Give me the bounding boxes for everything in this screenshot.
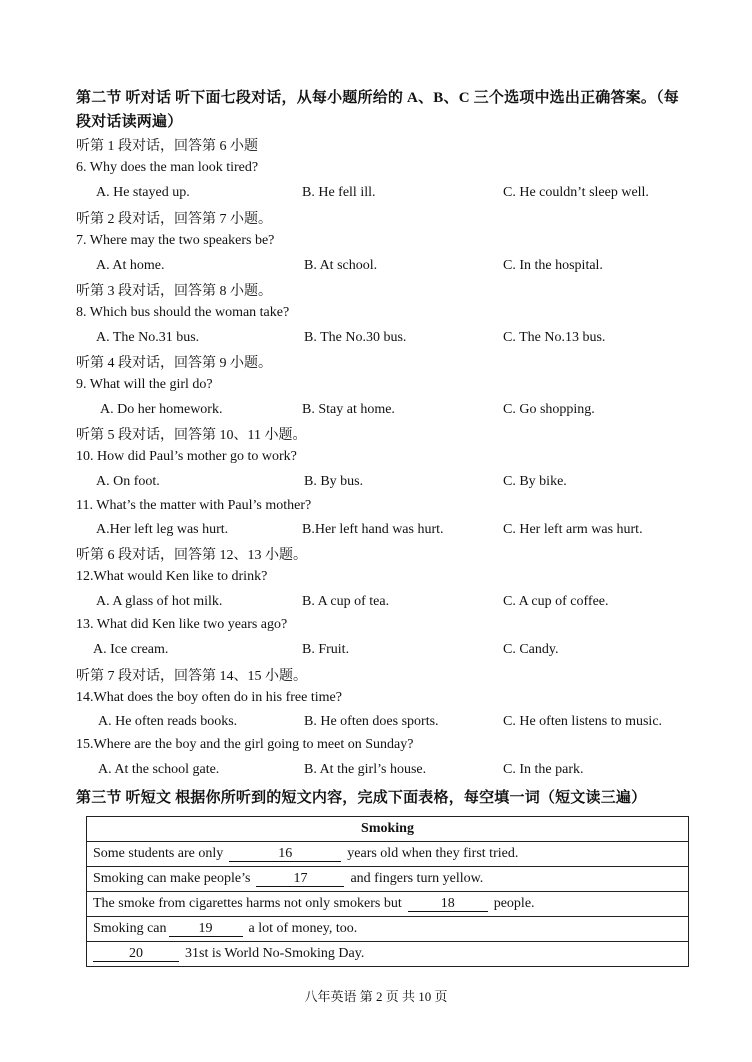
question-8-option-b: B. The No.30 bus. (304, 330, 407, 345)
question-11-option-b: B.Her left hand was hurt. (302, 522, 444, 537)
dialog-7-intro: 听第 7 段对话，回答第 14、15 小题。 (76, 669, 307, 684)
row-text-after: years old when they first tried. (347, 846, 519, 861)
smoking-table (86, 816, 689, 967)
dialog-3-intro: 听第 3 段对话，回答第 8 小题。 (76, 284, 272, 299)
table-title: Smoking (87, 817, 689, 842)
row-text-after: a lot of money, too. (248, 921, 358, 936)
dialog-2-intro: 听第 2 段对话，回答第 7 小题。 (76, 212, 272, 227)
question-15-option-a: A. At the school gate. (98, 762, 220, 777)
blank-16: 16 (229, 846, 341, 862)
page-footer: 八年英语 第 2 页 共 10 页 (304, 989, 448, 1004)
table-row (87, 842, 689, 867)
question-9: 9. What will the girl do? (76, 377, 213, 392)
table-header-row (87, 817, 689, 842)
row-text-before: Smoking can make people’s (93, 871, 251, 886)
question-12-option-a: A. A glass of hot milk. (96, 594, 223, 609)
row-text-after: 31st is World No-Smoking Day. (185, 946, 365, 961)
table-row (87, 917, 689, 942)
question-6-option-b: B. He fell ill. (302, 185, 376, 200)
question-14-option-a: A. He often reads books. (98, 714, 238, 729)
dialog-6-intro: 听第 6 段对话，回答第 12、13 小题。 (76, 548, 307, 563)
row-text-before: Some students are only (93, 846, 224, 861)
question-6-option-c: C. He couldn’t sleep well. (503, 185, 649, 200)
question-8: 8. Which bus should the woman take? (76, 305, 290, 320)
question-7-option-b: B. At school. (304, 258, 378, 273)
table-cell (87, 942, 689, 967)
row-text-after: and fingers turn yellow. (350, 871, 484, 886)
table-row (87, 892, 689, 917)
question-13-option-c: C. Candy. (503, 642, 559, 657)
blank-19: 19 (169, 921, 243, 937)
question-13-option-b: B. Fruit. (302, 642, 350, 657)
table-cell (87, 892, 689, 917)
question-8-option-c: C. The No.13 bus. (503, 330, 606, 345)
question-6-option-a: A. He stayed up. (96, 185, 190, 200)
table-cell (87, 867, 689, 892)
section3-title: 第三节 听短文 根据你所听到的短文内容，完成下面表格，每空填一词（短文读三遍） (76, 790, 647, 806)
table-row (87, 867, 689, 892)
question-9-option-b: B. Stay at home. (302, 402, 395, 417)
question-15-option-c: C. In the park. (503, 762, 584, 777)
section2-title-line2: 段对话读两遍） (76, 114, 183, 130)
question-11-option-a: A.Her left leg was hurt. (96, 522, 229, 537)
question-7-option-a: A. At home. (96, 258, 165, 273)
question-8-option-a: A. The No.31 bus. (96, 330, 200, 345)
row-text-before: The smoke from cigarettes harms not only smokers but (93, 896, 402, 911)
question-12-option-c: C. A cup of coffee. (503, 594, 609, 609)
question-10-option-a: A. On foot. (96, 474, 160, 489)
question-6: 6. Why does the man look tired? (76, 160, 259, 175)
question-10-option-c: C. By bike. (503, 474, 567, 489)
blank-20: 20 (93, 946, 179, 962)
question-13-option-a: A. Ice cream. (93, 642, 169, 657)
question-12: 12.What would Ken like to drink? (76, 569, 268, 584)
question-15: 15.Where are the boy and the girl going to meet on Sunday? (76, 737, 414, 752)
dialog-1-intro: 听第 1 段对话，回答第 6 小题 (76, 139, 258, 154)
blank-18: 18 (408, 896, 488, 912)
question-9-option-c: C. Go shopping. (503, 402, 595, 417)
table-cell (87, 917, 689, 942)
question-14: 14.What does the boy often do in his free time? (76, 690, 342, 705)
question-14-option-b: B. He often does sports. (304, 714, 439, 729)
question-14-option-c: C. He often listens to music. (503, 714, 663, 729)
dialog-5-intro: 听第 5 段对话，回答第 10、11 小题。 (76, 428, 307, 443)
table-row (87, 942, 689, 967)
row-text-after: people. (493, 896, 535, 911)
table-cell (87, 842, 689, 867)
question-11: 11. What’s the matter with Paul’s mother? (76, 498, 312, 513)
question-9-option-a: A. Do her homework. (100, 402, 223, 417)
question-12-option-b: B. A cup of tea. (302, 594, 390, 609)
question-13: 13. What did Ken like two years ago? (76, 617, 288, 632)
dialog-4-intro: 听第 4 段对话，回答第 9 小题。 (76, 356, 272, 371)
row-text-before: Smoking can (93, 921, 167, 936)
question-7-option-c: C. In the hospital. (503, 258, 603, 273)
question-10: 10. How did Paul’s mother go to work? (76, 449, 297, 464)
question-10-option-b: B. By bus. (304, 474, 364, 489)
blank-17: 17 (256, 871, 344, 887)
section2-title-line1: 第二节 听对话 听下面七段对话，从每小题所给的 A、B、C 三个选项中选出正确答案。（每 (76, 90, 679, 106)
question-15-option-b: B. At the girl’s house. (304, 762, 427, 777)
question-11-option-c: C. Her left arm was hurt. (503, 522, 643, 537)
question-7: 7. Where may the two speakers be? (76, 233, 275, 248)
